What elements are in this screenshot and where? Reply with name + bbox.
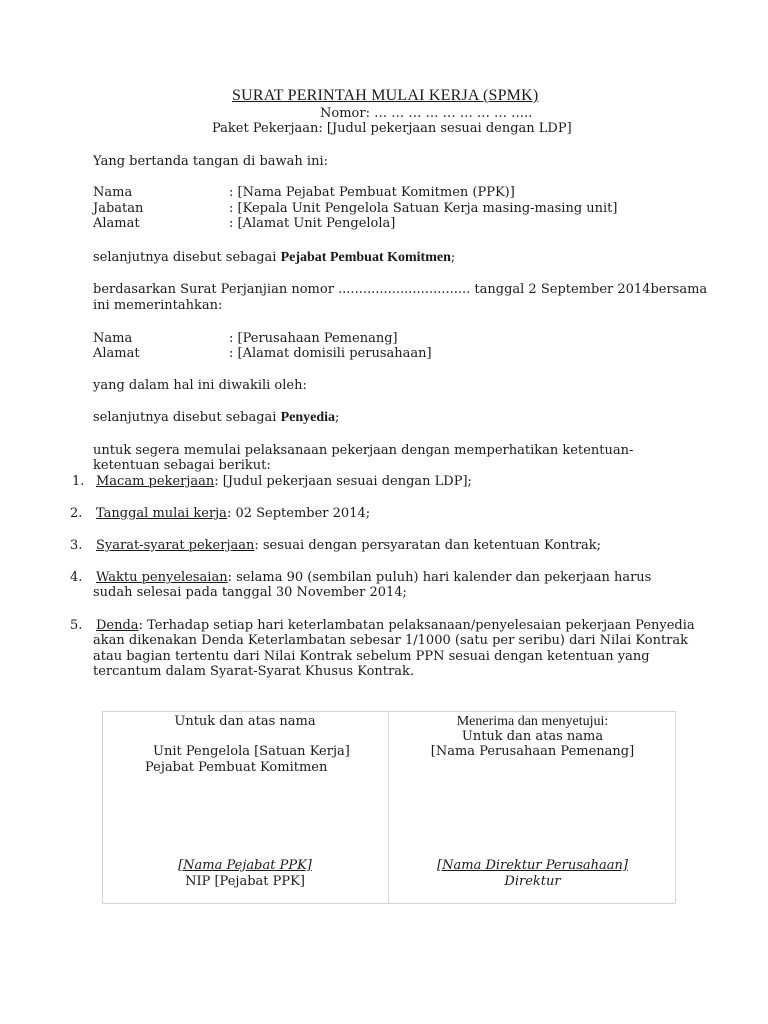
item-4-text-cont: sudah selesai pada tanggal 30 November 2014;: [93, 585, 407, 600]
item-4-number: 4.: [70, 570, 83, 585]
document-title: SURAT PERINTAH MULAI KERJA (SPMK): [232, 87, 539, 104]
instruction-line-2: ketentuan sebagai berikut:: [93, 458, 271, 473]
item-5-text-cont-2: atau bagian tertentu dari Nilai Kontrak sebelum PPN sesuai dengan ketentuan yang: [93, 649, 650, 664]
ppk-reference: [93, 250, 455, 266]
intro-text: Yang bertanda tangan di bawah ini:: [93, 154, 328, 169]
basis-line-1: berdasarkan Surat Perjanjian nomor ................................ tanggal 2 September 2014bersama: [93, 282, 708, 297]
item-1-label: Macam pekerjaan: [96, 474, 215, 489]
ppk-ref-prefix: selanjutnya disebut sebagai: [93, 250, 281, 265]
left-unit: Unit Pengelola [Satuan Kerja]: [153, 744, 350, 759]
right-heading: Menerima dan menyetujui:: [456, 714, 609, 729]
item-5-number: 5.: [70, 618, 83, 633]
right-company: [Nama Perusahaan Pemenang]: [430, 744, 635, 759]
item-2-label: Tanggal mulai kerja: [96, 506, 227, 521]
ppk-position-label: Jabatan: [93, 201, 144, 216]
item-3-text: : sesuai dengan persyaratan dan ketentuan Kontrak;: [254, 538, 602, 553]
ppk-ref-bold: Pejabat Pembuat Komitmen: [280, 250, 451, 265]
item-3: [96, 538, 601, 554]
provider-ref-prefix: selanjutnya disebut sebagai: [93, 410, 281, 425]
instruction-line-1: untuk segera memulai pelaksanaan pekerjaan dengan memperhatikan ketentuan-: [93, 443, 634, 458]
provider-name-label: Nama: [93, 331, 133, 346]
right-signatory-name: [Nama Direktur Perusahaan]: [437, 858, 628, 873]
item-3-number: 3.: [70, 538, 83, 553]
left-nip: NIP [Pejabat PPK]: [185, 874, 305, 889]
item-5-text-cont-3: tercantum dalam Syarat-Syarat Khusus Kontrak.: [93, 664, 415, 679]
ppk-position-value: : [Kepala Unit Pengelola Satuan Kerja masing-masing unit]: [229, 201, 618, 216]
nomor-line: [320, 106, 532, 122]
item-1: [96, 474, 472, 490]
item-1-number: 1.: [72, 474, 85, 489]
item-5-text-cont-1: akan dikenakan Denda Keterlambatan sebesar 1/1000 (satu per seribu) dari Nilai Kontrak: [93, 633, 689, 648]
provider-address-value: : [Alamat domisili perusahaan]: [229, 346, 432, 361]
item-4-text: : selama 90 (sembilan puluh) hari kalender dan pekerjaan harus: [227, 570, 652, 585]
item-2-number: 2.: [70, 506, 83, 521]
provider-address-label: Alamat: [93, 346, 140, 361]
nomor-value: … … … … … … … … …..: [374, 106, 533, 121]
represented-text: yang dalam hal ini diwakili oleh:: [93, 378, 307, 393]
ppk-name-value: : [Nama Pejabat Pembuat Komitmen (PPK)]: [229, 185, 515, 200]
ppk-address-value: : [Alamat Unit Pengelola]: [229, 216, 396, 231]
provider-ref-bold: Penyedia: [280, 410, 336, 425]
item-3-label: Syarat-syarat pekerjaan: [96, 538, 255, 553]
provider-reference: [93, 410, 339, 426]
paket-pekerjaan: Paket Pekerjaan: [Judul pekerjaan sesuai dengan LDP]: [212, 121, 572, 136]
ppk-name-label: Nama: [93, 185, 133, 200]
left-role: Pejabat Pembuat Komitmen: [145, 760, 328, 775]
nomor-label: Nomor:: [320, 106, 370, 121]
right-on-behalf: Untuk dan atas nama: [461, 729, 604, 744]
item-5-label: Denda: [96, 618, 139, 633]
ppk-address-label: Alamat: [93, 216, 140, 231]
item-5: [96, 618, 695, 634]
provider-name-value: : [Perusahaan Pemenang]: [229, 331, 398, 346]
left-on-behalf: Untuk dan atas nama: [174, 714, 316, 729]
item-5-text: : Terhadap setiap hari keterlambatan pelaksanaan/penyelesaian pekerjaan Penyedia: [138, 618, 695, 633]
item-4: [96, 570, 651, 586]
item-1-text: : [Judul pekerjaan sesuai dengan LDP];: [214, 474, 472, 489]
left-signatory-name: [Nama Pejabat PPK]: [178, 858, 312, 873]
right-role: Direktur: [504, 874, 561, 889]
item-4-label: Waktu penyelesaian: [96, 570, 228, 585]
item-2: [96, 506, 370, 522]
basis-line-2: ini memerintahkan:: [93, 298, 223, 313]
item-2-text: : 02 September 2014;: [226, 506, 371, 521]
ppk-ref-suffix: ;: [450, 250, 456, 265]
provider-ref-suffix: ;: [335, 410, 340, 425]
